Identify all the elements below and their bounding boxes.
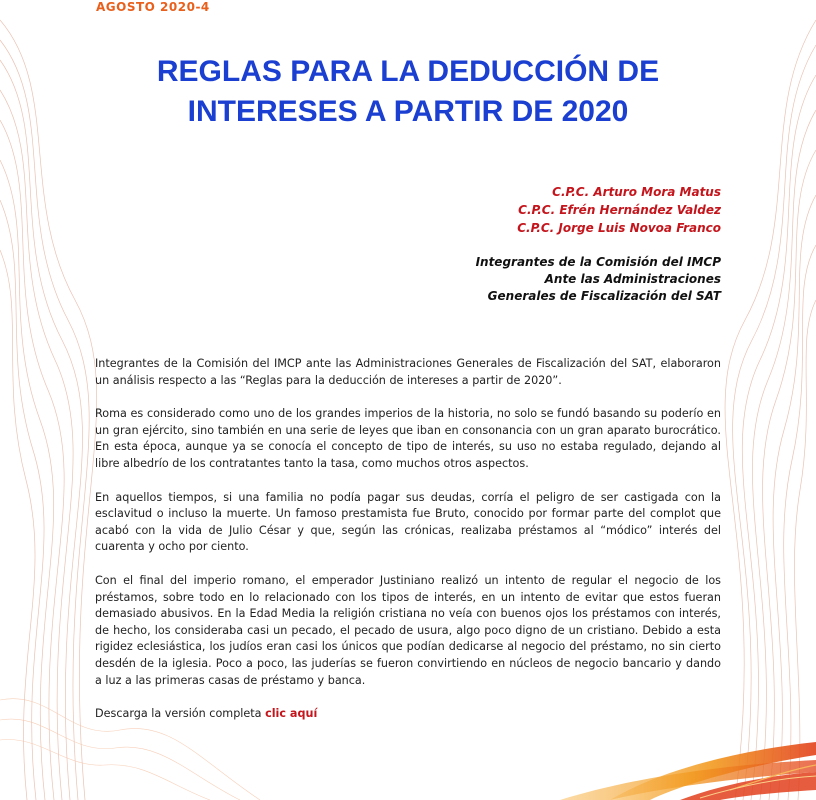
author-name: C.P.C. Arturo Mora Matus bbox=[552, 185, 721, 199]
body-paragraph: Integrantes de la Comisión del IMCP ante las Administraciones Generales de Fiscalización del SAT, elaboraron un análisis respecto a las “Reglas para la deducción de intereses a partir de 2020”. bbox=[95, 357, 721, 387]
body-paragraph: Roma es considerado como uno de los grandes imperios de la historia, no solo se fundó basando su poderío en un gran ejército, sino también en una serie de leyes que iban en consonancia con un gran aparato burocrático. En esta época, aunque ya se conocía el concepto de tipo de interés, su uso no estaba regulado, dejando al libre albedrío de los contratantes tanto la tasa, como muchos otros aspectos. bbox=[95, 407, 721, 470]
download-text: Descarga la versión completa bbox=[95, 707, 262, 721]
affiliation-line: Ante las Administraciones bbox=[544, 272, 721, 286]
page-title bbox=[90, 52, 726, 132]
affiliation-line: Generales de Fiscalización del SAT bbox=[487, 289, 721, 303]
author-list bbox=[517, 183, 721, 237]
body-paragraph: En aquellos tiempos, si una familia no podía pagar sus deudas, corría el peligro de ser castigada con la esclavitud o incluso la muerte. Un famoso prestamista fue Bruto, conocido por formar parte del complot que acabó con la vida de Julio César y que, según las crónicas, realizaba préstamos al “módico” interés del cuarenta y ocho por ciento. bbox=[95, 490, 721, 554]
body-paragraph: Con el final del imperio romano, el emperador Justiniano realizó un intento de regular el negocio de los préstamos, sobre todo en lo relacionado con los tipos de interés, en un intento de evitar que estos fueran demasiado abusivos. En la Edad Media la religión cristiana no veía con buenos ojos los préstamos con interés, de hecho, los consideraba casi un pecado, el pecado de usura, algo poco digno de un cristiano. Debido a esta rigidez eclesiástica, los judíos eran casi los únicos que podían dedicarse al negocio del préstamo, no sin cierto desdén de la iglesia. Poco a poco, las juderías se fueron convirtiendo en núcleos de negocio bancario y dando a luz a las primeras casas de préstamo y banca. bbox=[95, 573, 721, 687]
download-line bbox=[95, 706, 721, 723]
author-name: C.P.C. Jorge Luis Novoa Franco bbox=[517, 221, 721, 235]
affiliation-line: Integrantes de la Comisión del IMCP bbox=[475, 255, 721, 269]
issue-label: AGOSTO 2020-4 bbox=[96, 0, 210, 14]
download-link[interactable]: clic aquí bbox=[265, 707, 318, 721]
affiliation-block bbox=[476, 254, 721, 305]
title-line-1: REGLAS PARA LA DEDUCCIÓN DE bbox=[156, 55, 660, 88]
author-name: C.P.C. Efrén Hernández Valdez bbox=[518, 203, 721, 217]
article-body bbox=[95, 356, 721, 740]
title-line-2: INTERESES A PARTIR DE 2020 bbox=[187, 95, 629, 128]
